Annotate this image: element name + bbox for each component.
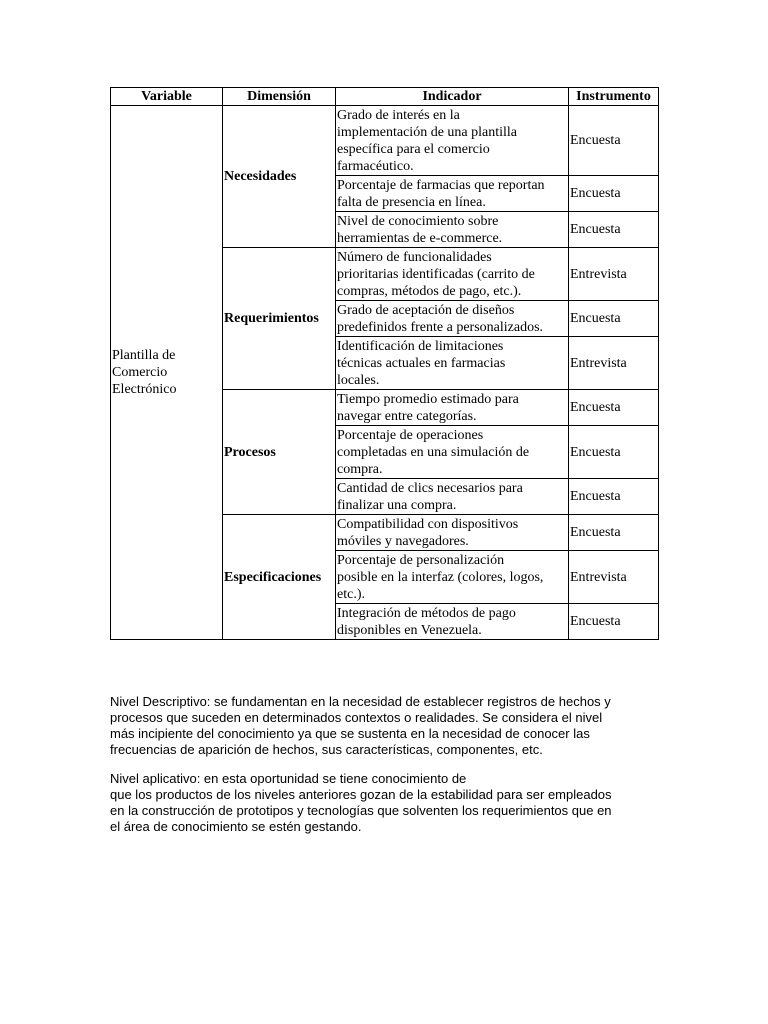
- operationalization-table: [110, 87, 659, 640]
- header-variable: Variable: [111, 88, 223, 106]
- indicator-cell: Identificación de limitaciones técnicas actuales en farmacias locales.: [336, 337, 569, 390]
- indicator-cell: Grado de aceptación de diseños predefinidos frente a personalizados.: [336, 301, 569, 337]
- instrument-cell: Entrevista: [569, 551, 659, 604]
- indicator-cell: Grado de interés en la implementación de una plantilla específica para el comercio farmacéutico.: [336, 106, 569, 176]
- indicator-cell: Compatibilidad con dispositivos móviles y navegadores.: [336, 515, 569, 551]
- paragraph-nivel-descriptivo: Nivel Descriptivo: se fundamentan en la necesidad de establecer registros de hechos y procesos que suceden en determinados contextos o realidades. Se considera el nivel más incipiente del conocimiento ya que se sustenta en la necesidad de conocer las frecuencias de aparición de hechos, sus características, componentes, etc.: [110, 694, 611, 757]
- indicator-cell: Nivel de conocimiento sobre herramientas de e-commerce.: [336, 212, 569, 248]
- indicator-cell: Porcentaje de personalización posible en la interfaz (colores, logos, etc.).: [336, 551, 569, 604]
- dimension-cell: Procesos: [223, 390, 336, 515]
- instrument-cell: Encuesta: [569, 604, 659, 640]
- dimension-cell: Requerimientos: [223, 248, 336, 390]
- indicator-cell: Porcentaje de operaciones completadas en una simulación de compra.: [336, 426, 569, 479]
- table-header-row: [111, 88, 659, 106]
- instrument-cell: Encuesta: [569, 390, 659, 426]
- variable-cell: Plantilla de Comercio Electrónico: [111, 106, 223, 640]
- header-dimension: Dimensión: [223, 88, 336, 106]
- header-indicator: Indicador: [336, 88, 569, 106]
- instrument-cell: Encuesta: [569, 426, 659, 479]
- indicator-cell: Número de funcionalidades prioritarias identificadas (carrito de compras, métodos de pago, etc.).: [336, 248, 569, 301]
- header-instrument: Instrumento: [569, 88, 659, 106]
- instrument-cell: Entrevista: [569, 248, 659, 301]
- instrument-cell: Encuesta: [569, 106, 659, 176]
- indicator-cell: Integración de métodos de pago disponibles en Venezuela.: [336, 604, 569, 640]
- instrument-cell: Entrevista: [569, 337, 659, 390]
- indicator-cell: Porcentaje de farmacias que reportan falta de presencia en línea.: [336, 176, 569, 212]
- table-row: [111, 106, 659, 176]
- indicator-cell: Tiempo promedio estimado para navegar entre categorías.: [336, 390, 569, 426]
- instrument-cell: Encuesta: [569, 479, 659, 515]
- indicator-cell: Cantidad de clics necesarios para finalizar una compra.: [336, 479, 569, 515]
- instrument-cell: Encuesta: [569, 212, 659, 248]
- paragraph-nivel-aplicativo: Nivel aplicativo: en esta oportunidad se tiene conocimiento de que los productos de los niveles anteriores gozan de la estabilidad para ser empleados en la construcción de prototipos y tecnologías que solventen los requerimientos que en el área de conocimiento se estén gestando.: [110, 771, 612, 834]
- instrument-cell: Encuesta: [569, 301, 659, 337]
- dimension-cell: Especificaciones: [223, 515, 336, 640]
- dimension-cell: Necesidades: [223, 106, 336, 248]
- instrument-cell: Encuesta: [569, 515, 659, 551]
- instrument-cell: Encuesta: [569, 176, 659, 212]
